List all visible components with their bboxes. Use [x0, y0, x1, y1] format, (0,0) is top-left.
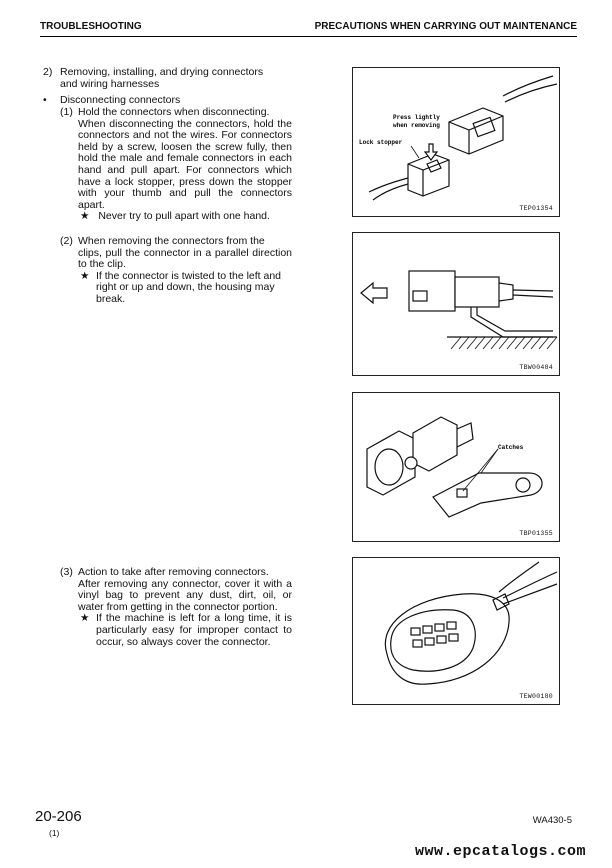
page-header	[40, 18, 577, 37]
watermark: www.epcatalogs.com	[414, 843, 586, 860]
figure-code: TEW00180	[519, 693, 553, 700]
figure-clip-removal	[352, 232, 560, 376]
item-1-body: When disconnecting the connectors, hold the connectors and not the wires. For connectors held by a screw, loosen the screw fully, then hold the male and female connectors in each hand and pull apart. For connectors which have a lock stopper, press down the stopper with your thumb and pull the connectors apart.	[78, 117, 292, 211]
figure-code: TBW00484	[519, 364, 553, 371]
figure-lock-stopper-connector	[352, 67, 560, 217]
item-3-note	[80, 613, 292, 648]
item-2	[60, 236, 292, 306]
figure-code: TEP01354	[519, 205, 553, 212]
item-2-heading: When removing the connectors from the	[78, 235, 265, 247]
header-section-title: TROUBLESHOOTING	[40, 21, 142, 32]
item-2-body: clips, pull the connector in a parallel direction to the clip.	[78, 246, 292, 271]
bullet-heading	[43, 95, 293, 107]
item-3-body: After removing any connector, cover it with a vinyl bag to prevent any dust, dirt, oil, or water from getting in the connector portion.	[78, 577, 292, 613]
figure-catches	[352, 392, 560, 542]
star-icon: ★	[80, 269, 90, 282]
bullet-mark: •	[43, 94, 47, 106]
catches-illustration	[353, 393, 559, 541]
section-heading	[43, 67, 293, 90]
item-3	[60, 567, 292, 648]
vinyl-bag-illustration	[353, 558, 559, 704]
clip-removal-illustration	[353, 233, 559, 375]
item-3-note-text: If the machine is left for a long time, it is particularly easy for improper contact to occur, so always cover the connector.	[96, 612, 292, 648]
page-number: 20-206	[35, 808, 82, 825]
item-1-note-text: Never try to pull apart with one hand.	[98, 210, 270, 223]
header-chapter-title: PRECAUTIONS WHEN CARRYING OUT MAINTENANCE	[314, 21, 577, 32]
item-2-note-text: If the connector is twisted to the left and right or up and down, the housing may break.	[96, 269, 282, 305]
figure-label-press-1: Press lightly	[393, 114, 440, 121]
page-revision: (1)	[49, 828, 60, 838]
item-1-heading: Hold the connectors when disconnecting.	[78, 106, 270, 118]
section-number: 2)	[43, 66, 53, 78]
item-1	[60, 107, 292, 223]
section-title-line1: Removing, installing, and drying connectors	[60, 66, 264, 78]
machine-model: WA430-5	[532, 815, 572, 826]
figure-label-lock-stopper: Lock stopper	[359, 139, 403, 146]
item-3-number: (3)	[60, 566, 73, 578]
figure-vinyl-bag	[352, 557, 560, 705]
figure-code: TBP01355	[519, 530, 553, 537]
item-1-note	[80, 211, 292, 223]
star-icon: ★	[80, 210, 90, 223]
figure-label-catches: Catches	[498, 444, 524, 451]
item-2-number: (2)	[60, 235, 73, 247]
item-1-number: (1)	[60, 106, 73, 118]
item-3-heading: Action to take after removing connectors.	[78, 566, 269, 578]
item-2-note	[80, 271, 292, 306]
section-title-line2: and wiring harnesses	[60, 77, 160, 90]
star-icon: ★	[80, 612, 90, 625]
bullet-title: Disconnecting connectors	[60, 94, 181, 106]
figure-label-press-2: when removing	[393, 122, 440, 129]
lock-stopper-illustration	[353, 68, 559, 216]
